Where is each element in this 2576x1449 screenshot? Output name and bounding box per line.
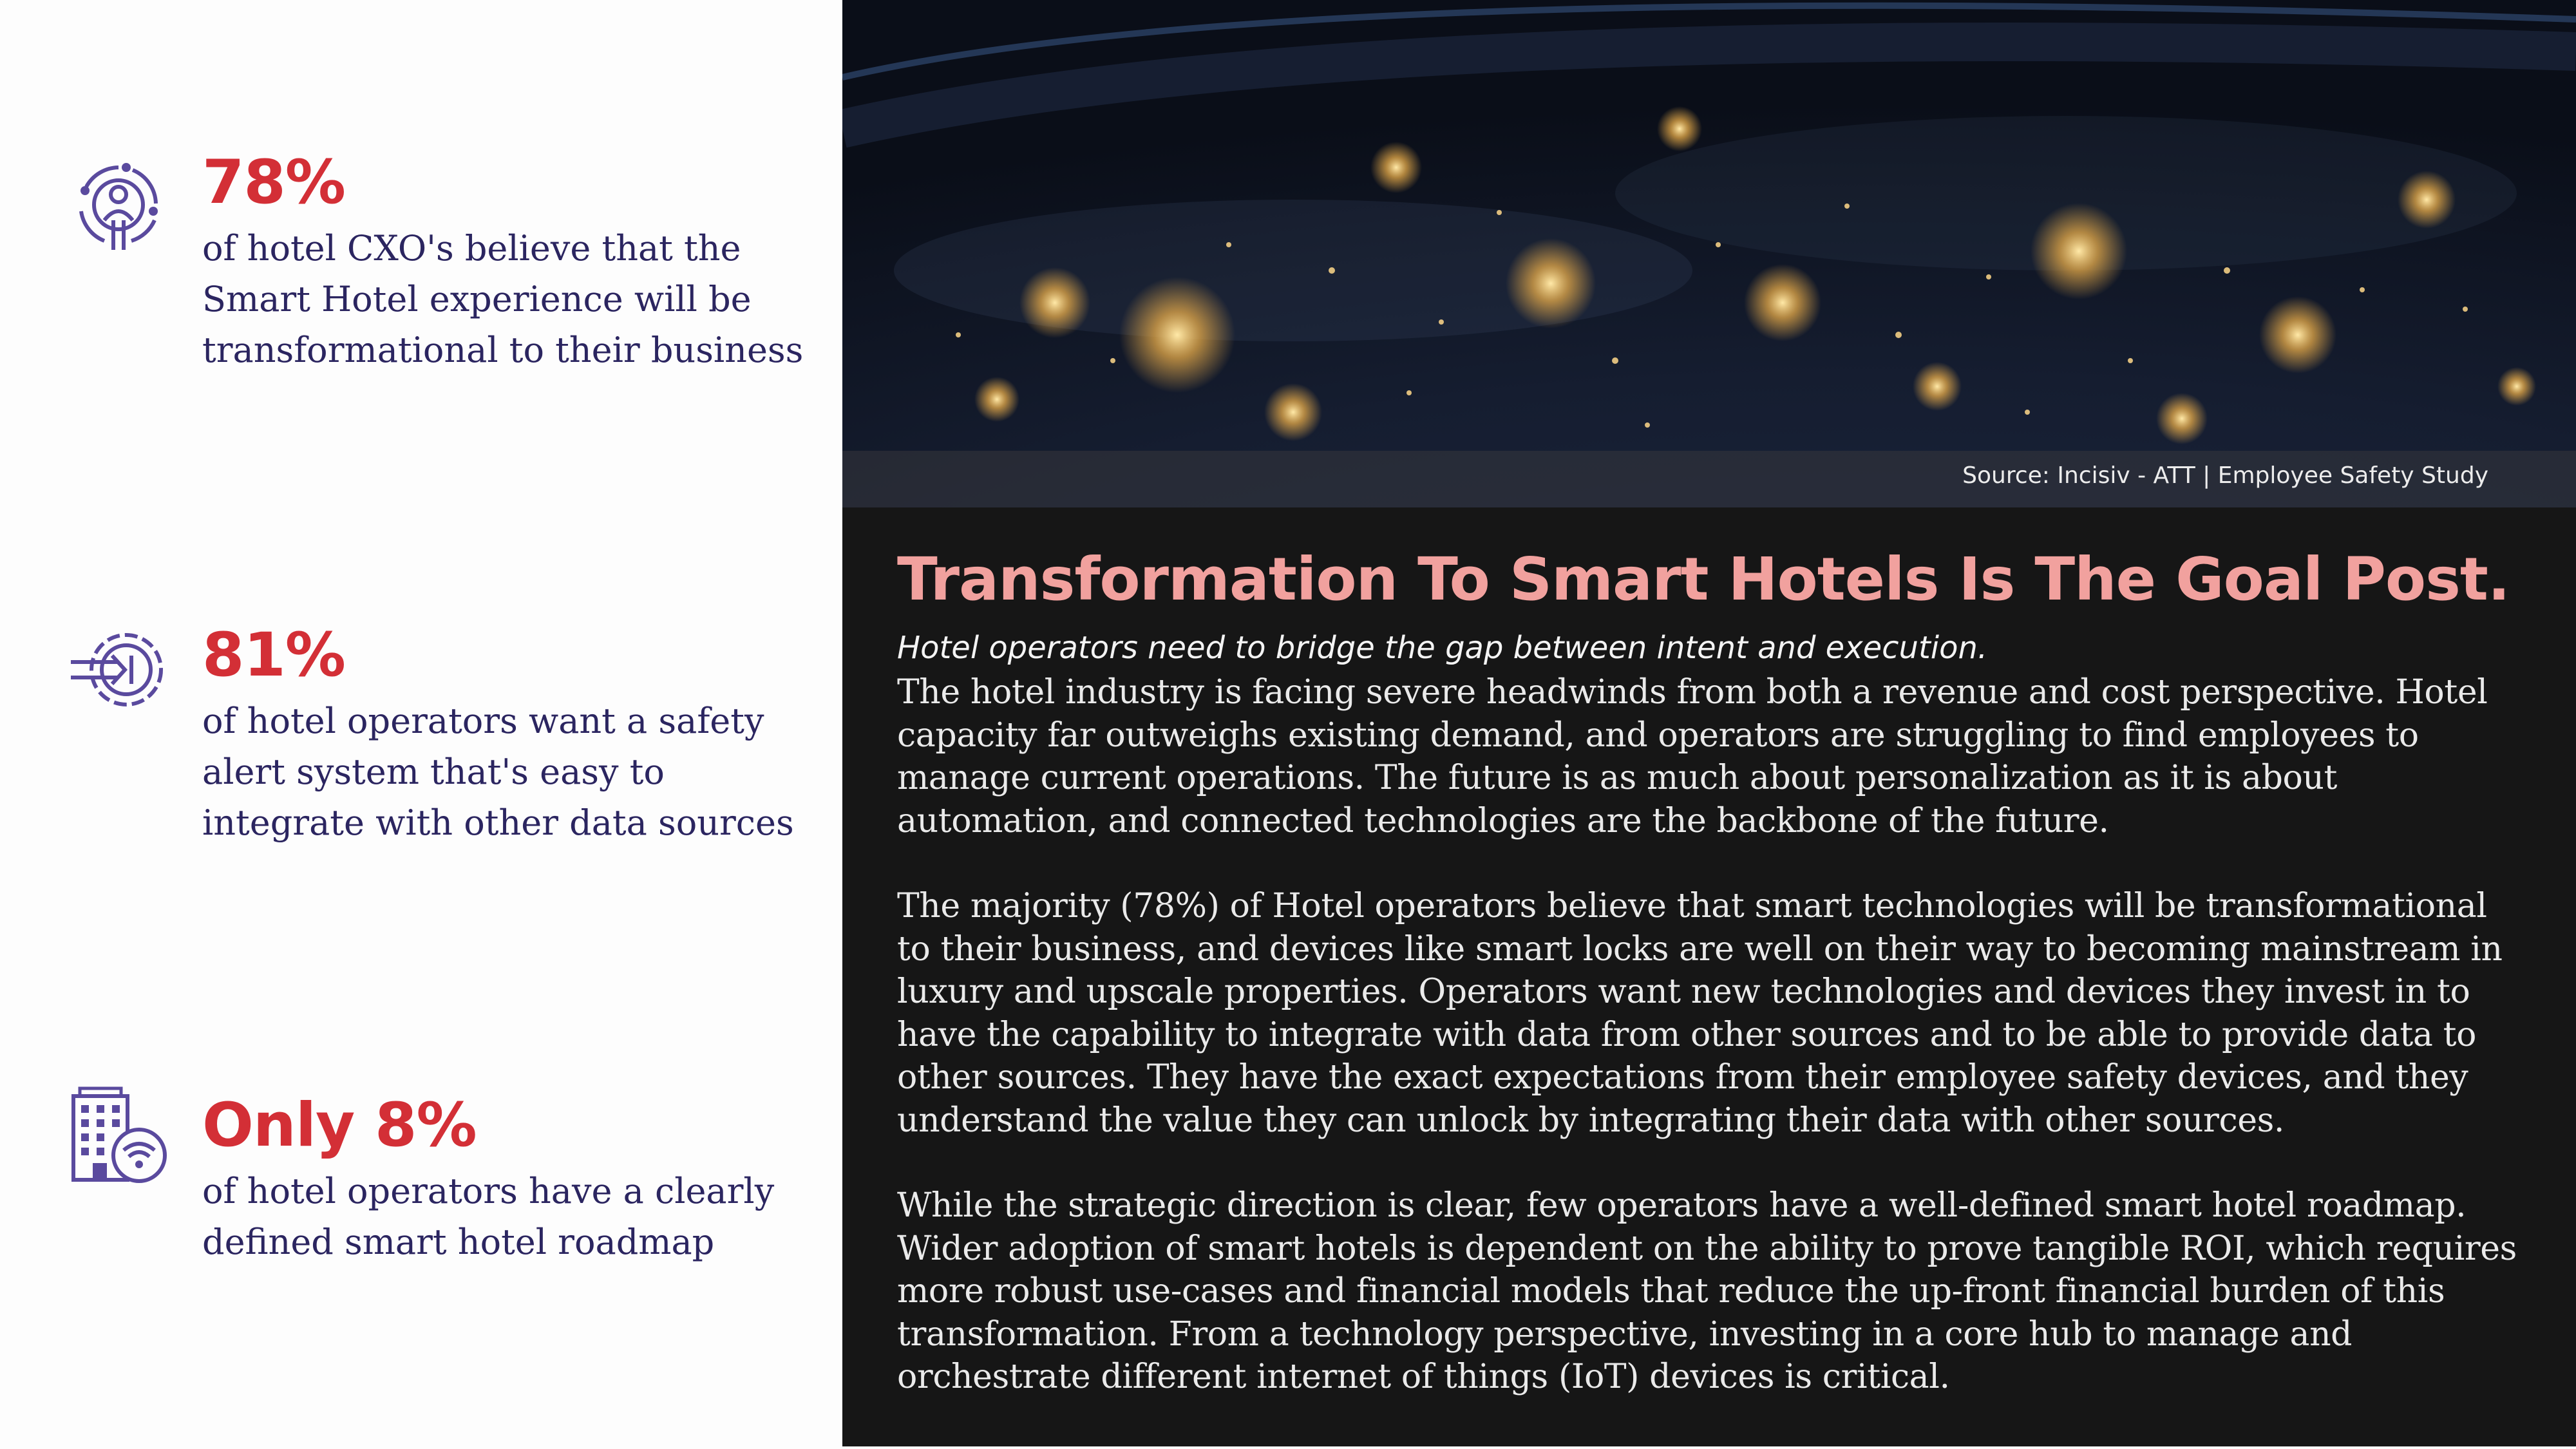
stat-description: of hotel operators have a clearly defined smart hotel roadmap: [202, 1171, 775, 1262]
article-paragraph: The majority (78%) of Hotel operators believe that smart technologies will be transformational to their business, and devices like smart locks are well on their way to becoming mainstream in luxury and upscale properties. Operators want new technologies and devices they invest in to have the capability to integrate with data from other sources and to be able to provide data to other sources. They have the exact expectations from their employee safety devices, and they understand the value they can unlock by integrating their data with other sources.: [897, 887, 2503, 1140]
stat-value: 81%: [202, 620, 345, 690]
article-title: Transformation To Smart Hotels Is The Goal Post.: [897, 545, 2510, 614]
person-network-icon: [67, 153, 170, 256]
article-panel: [842, 0, 2576, 1449]
article-paragraph: The hotel industry is facing severe headwinds from both a revenue and cost perspective. Hotel capacity far outweighs existing demand, and operators are struggling to find employees to manage current operations. The future is as much about personalization as it is about automation, and connected technologies are the backbone of the future.: [897, 673, 2488, 840]
stat-value: Only 8%: [202, 1090, 477, 1160]
article-body: [897, 535, 2520, 1399]
earth-night-lights-image: [842, 0, 2576, 507]
article-subtitle: Hotel operators need to bridge the gap between intent and execution.: [897, 630, 1988, 666]
stat-value: 78%: [202, 147, 345, 218]
stat-description: of hotel operators want a safety alert system that's easy to integrate with other data sources: [202, 701, 794, 843]
smart-hotel-building-icon: [67, 1083, 170, 1186]
article-paragraph: While the strategic direction is clear, few operators have a well-defined smart hotel roadmap. Wider adoption of smart hotels is dependent on the ability to prove tangible ROI, which requires more robust use-cases and financial models that reduce the up-front financial burden of this transformation. From a technology perspective, investing in a core hub to manage and orchestrate different internet of things (IoT) devices is critical.: [897, 1186, 2517, 1396]
bottom-strip: [842, 1446, 2576, 1449]
stats-column: [0, 0, 842, 1449]
gear-integration-icon: [67, 620, 170, 723]
stat-description: of hotel CXO's believe that the Smart Hotel experience will be transformational to their business: [202, 228, 804, 370]
source-caption: Source: Incisiv - ATT | Employee Safety Study: [1962, 462, 2488, 489]
